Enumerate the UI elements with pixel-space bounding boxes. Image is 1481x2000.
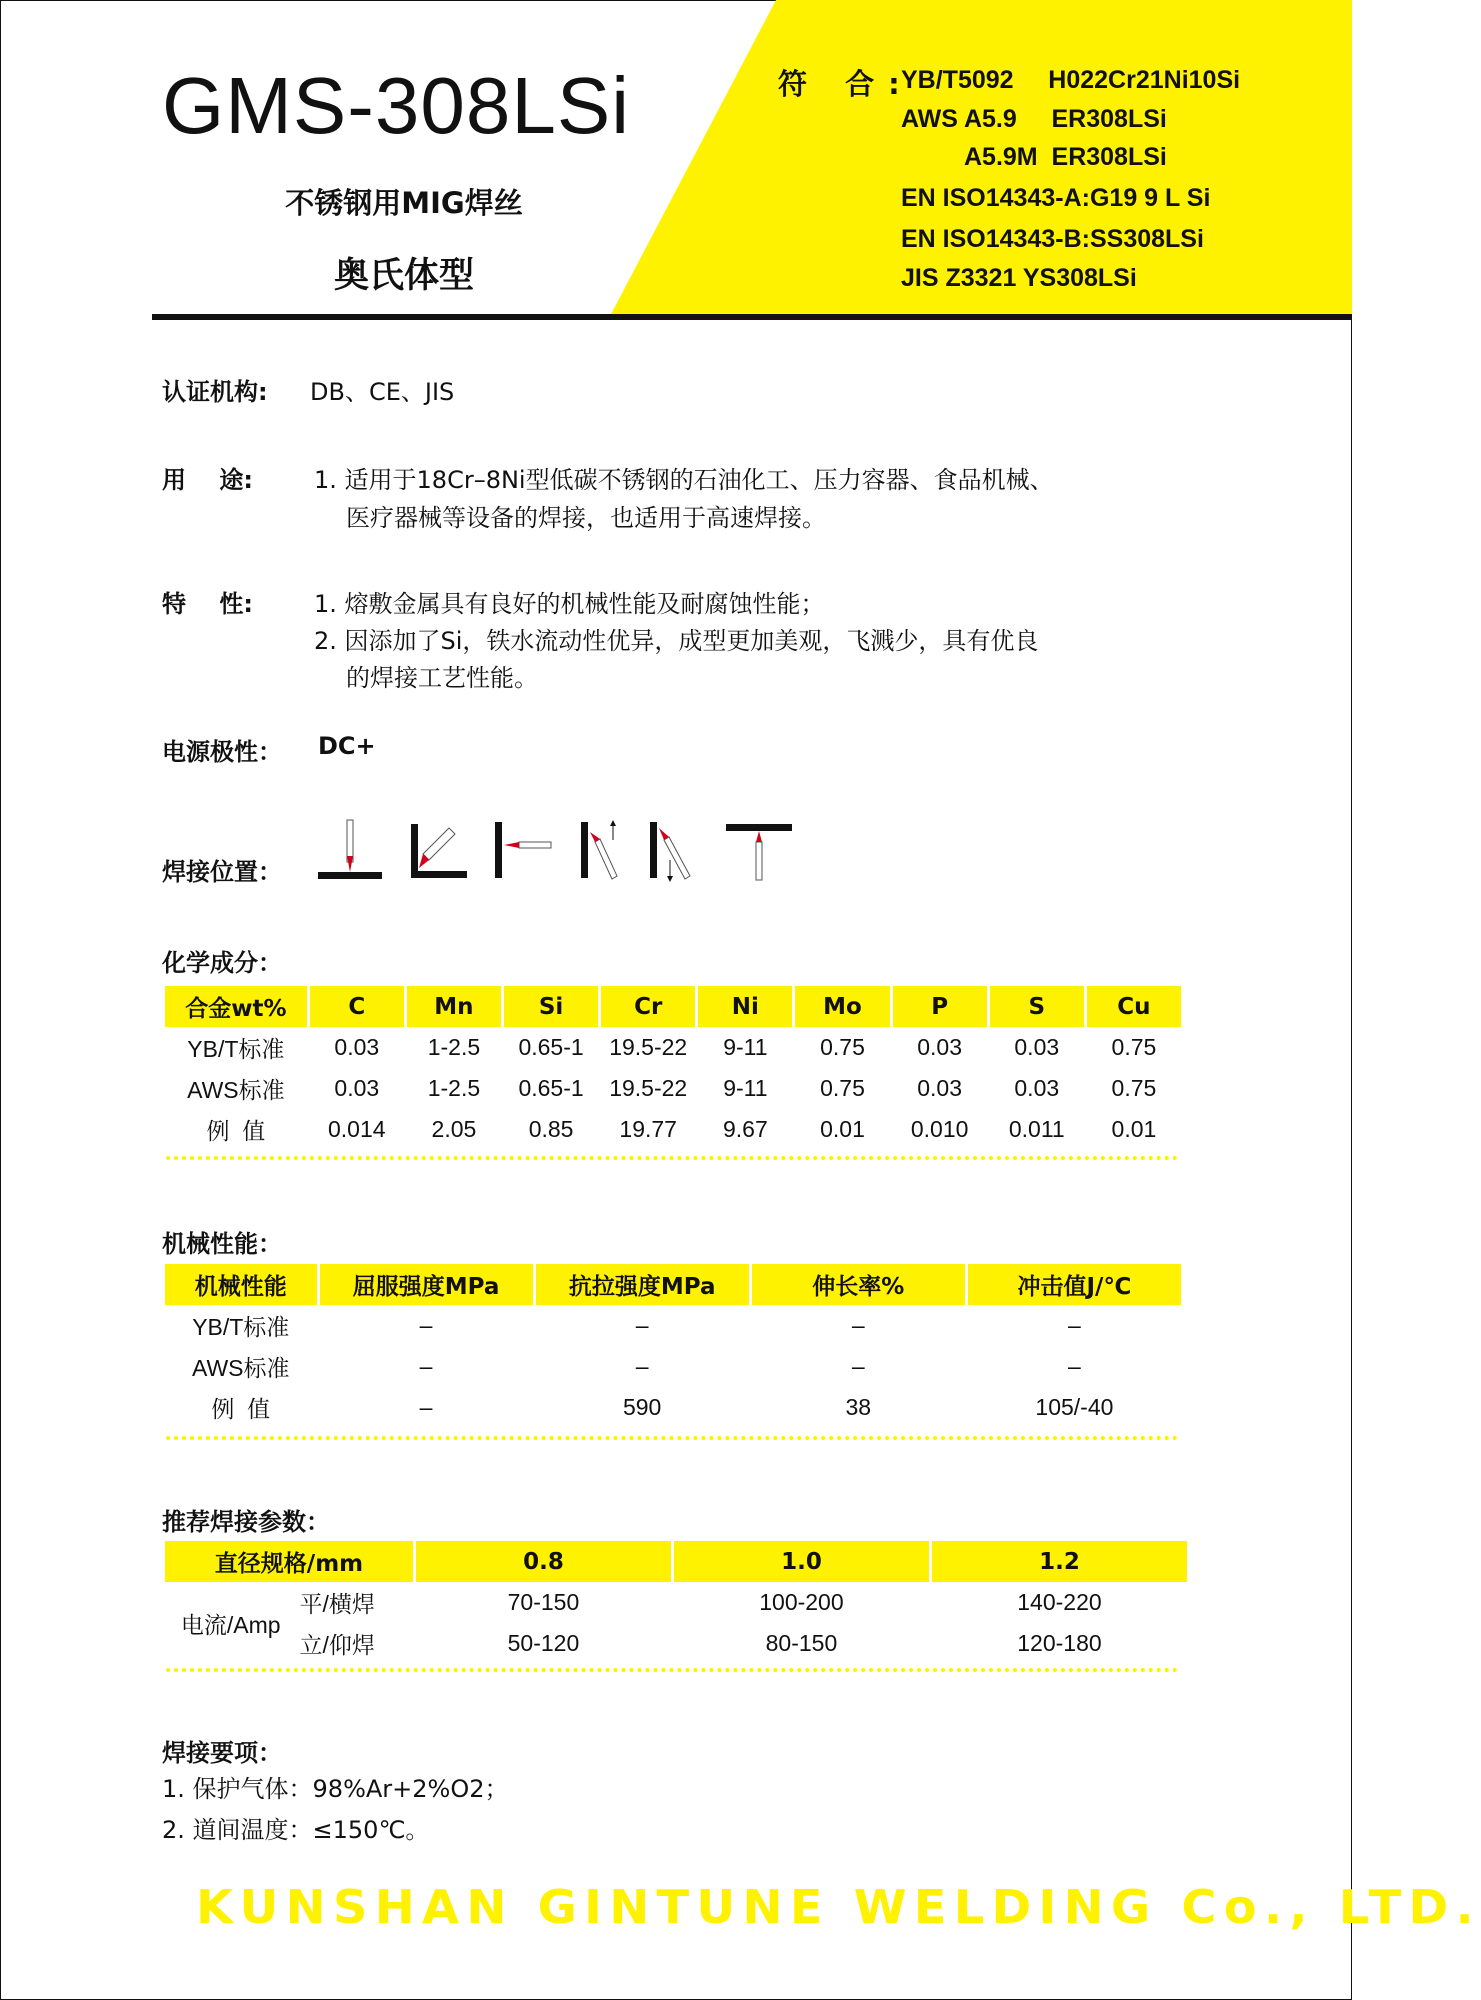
- header-cell: 1.0: [674, 1541, 929, 1582]
- table-cell: –: [419, 1394, 433, 1420]
- feature-line: 1. 熔敷金属具有良好的机械性能及耐腐蚀性能；: [314, 590, 825, 618]
- table-row: [165, 1582, 1187, 1623]
- product-code: GMS-308LSi: [162, 61, 630, 150]
- row-label-cell: AWS标准: [187, 1077, 285, 1103]
- table-header-row: [165, 986, 1181, 1027]
- table-cell: –: [419, 1353, 433, 1379]
- table-cell: 38: [845, 1394, 872, 1420]
- header-cell: 直径规格/mm: [165, 1541, 413, 1582]
- header-cell: 屈服强度MPa: [320, 1264, 533, 1305]
- table-row: [165, 1346, 1181, 1387]
- table-cell: 0.75: [820, 1075, 865, 1101]
- mechanical-table: [162, 1264, 1184, 1428]
- vertical-down-icon: [650, 820, 704, 882]
- standard-line: AWS A5.9 ER308LSi: [901, 105, 1167, 133]
- horizontal-position-icon: [495, 820, 555, 882]
- row-label-cell: YB/T标准: [187, 1036, 285, 1062]
- table-cell: 0.75: [1111, 1075, 1157, 1101]
- chemistry-title: 化学成分：: [162, 949, 282, 977]
- note-line: 2. 道间温度：≤150℃。: [162, 1816, 430, 1844]
- table-cell: 120-180: [1017, 1630, 1102, 1656]
- table-row: [165, 1109, 1181, 1150]
- table-row: [165, 1068, 1181, 1109]
- table-cell: 0.03: [1014, 1034, 1060, 1060]
- table-cell: 0.03: [1014, 1075, 1060, 1101]
- parameters-table: [162, 1541, 1190, 1664]
- table-cell: 0.85: [528, 1116, 574, 1142]
- table-cell: 0.75: [820, 1034, 865, 1060]
- table-cell: 19.5-22: [609, 1034, 688, 1060]
- notes-title: 焊接要项：: [162, 1739, 282, 1767]
- table-cell: 19.77: [619, 1116, 677, 1142]
- table-cell: 1-2.5: [427, 1034, 481, 1060]
- welding-positions: [318, 820, 798, 882]
- table-cell: 1-2.5: [427, 1075, 481, 1101]
- table-cell: 100-200: [759, 1589, 844, 1615]
- note-line: 1. 保护气体：98%Ar+2%O2；: [162, 1775, 509, 1803]
- header-cell: 1.2: [932, 1541, 1187, 1582]
- table-cell: 9-11: [723, 1075, 768, 1101]
- table-cell: 9.67: [722, 1116, 768, 1142]
- row-label-cell: 例 值: [206, 1118, 266, 1144]
- vertical-up-icon: [581, 820, 631, 882]
- header-cell: Cu: [1087, 986, 1181, 1027]
- table-header-row: [165, 1541, 1187, 1582]
- features-label: 特 性:: [162, 590, 254, 618]
- row-label-cell: YB/T标准: [192, 1314, 290, 1340]
- header-cell: Ni: [698, 986, 792, 1027]
- header-cell: S: [990, 986, 1084, 1027]
- table-cell: –: [1068, 1353, 1081, 1379]
- table-cell: 0.75: [1111, 1034, 1157, 1060]
- header-cell: Si: [504, 986, 598, 1027]
- table-cell: 0.014: [328, 1116, 386, 1142]
- company-name: KUNSHAN GINTUNE WELDING Co., LTD.: [196, 1880, 1481, 1934]
- table-cell: 0.03: [334, 1034, 380, 1060]
- header-cell: 0.8: [416, 1541, 671, 1582]
- standard-line: EN ISO14343-B:SS308LSi: [901, 225, 1204, 253]
- chemistry-table: [162, 986, 1184, 1150]
- product-type: 奥氏体型: [333, 256, 474, 296]
- standard-line: A5.9M ER308LSi: [964, 143, 1167, 171]
- table-cell: 9-11: [723, 1034, 768, 1060]
- certification-label: 认证机构:: [162, 378, 268, 406]
- table-cell: 105/-40: [1035, 1394, 1114, 1420]
- row-label-cell: 平/横焊: [299, 1591, 375, 1617]
- certification-value: DB、CE、JIS: [310, 378, 455, 406]
- dotted-divider: [166, 1668, 1178, 1672]
- polarity-value: DC+: [318, 732, 376, 760]
- usage-label: 用 途:: [162, 466, 254, 494]
- header-cell: 合金wt%: [165, 986, 307, 1027]
- table-cell: 70-150: [507, 1589, 580, 1615]
- table-cell: –: [635, 1353, 649, 1379]
- table-cell: 0.03: [917, 1034, 963, 1060]
- conform-label: 符 合:: [778, 67, 914, 101]
- flat-position-icon: [318, 820, 382, 882]
- header-cell: Cr: [601, 986, 695, 1027]
- row-label-cell: 例 值: [211, 1396, 271, 1422]
- table-cell: 0.011: [1008, 1116, 1065, 1142]
- table-cell: 0.010: [910, 1116, 969, 1142]
- row-label-cell: AWS标准: [191, 1355, 290, 1381]
- table-header-row: [165, 1264, 1181, 1305]
- overhead-position-icon: [726, 820, 792, 882]
- table-row: [165, 1387, 1181, 1428]
- header-cell: C: [310, 986, 404, 1027]
- header-cell: 冲击值J/℃: [968, 1264, 1181, 1305]
- table-cell: 0.03: [917, 1075, 963, 1101]
- header-cell: 抗拉强度MPa: [536, 1264, 749, 1305]
- table-row: [165, 1027, 1181, 1068]
- standard-line: EN ISO14343-A:G19 9 L Si: [901, 184, 1211, 212]
- usage-line: 医疗器械等设备的焊接，也适用于高速焊接。: [346, 504, 826, 532]
- table-cell: –: [851, 1353, 865, 1379]
- header-cell: 伸长率%: [752, 1264, 965, 1305]
- standard-line: YB/T5092 H022Cr21Ni10Si: [901, 66, 1241, 94]
- table-cell: –: [635, 1312, 649, 1338]
- header-cell: Mn: [407, 986, 501, 1027]
- table-cell: 50-120: [507, 1630, 580, 1656]
- table-cell: 0.01: [820, 1116, 865, 1142]
- header-cell: 机械性能: [165, 1264, 317, 1305]
- table-cell: –: [1068, 1312, 1081, 1338]
- table-cell: 19.5-22: [609, 1075, 688, 1101]
- header-cell: P: [893, 986, 987, 1027]
- table-cell: 140-220: [1017, 1589, 1102, 1615]
- table-cell: 0.01: [1111, 1116, 1157, 1142]
- standard-line: JIS Z3321 YS308LSi: [901, 264, 1137, 292]
- table-cell: 80-150: [765, 1630, 838, 1656]
- polarity-label: 电源极性：: [162, 738, 282, 766]
- usage-line: 1. 适用于18Cr–8Ni型低碳不锈钢的石油化工、压力容器、食品机械、: [314, 466, 1054, 494]
- table-cell: 0.65-1: [518, 1034, 584, 1060]
- dotted-divider: [166, 1156, 1178, 1160]
- horizontal-fillet-icon: [411, 820, 471, 882]
- current-label-cell: 电流/Amp: [180, 1611, 281, 1638]
- feature-line: 2. 因添加了Si，铁水流动性优异，成型更加美观，飞溅少，具有优良: [314, 627, 1039, 655]
- parameters-title: 推荐焊接参数：: [162, 1508, 330, 1536]
- table-cell: –: [419, 1312, 433, 1338]
- table-cell: 0.65-1: [518, 1075, 584, 1101]
- table-cell: 590: [622, 1394, 662, 1420]
- header-cell: Mo: [795, 986, 889, 1027]
- table-row: [165, 1623, 1187, 1664]
- product-subtitle: 不锈钢用MIG焊丝: [285, 186, 523, 220]
- table-cell: 0.03: [334, 1075, 380, 1101]
- header-divider: [152, 314, 1352, 320]
- row-label-cell: 立/仰焊: [299, 1632, 375, 1658]
- mechanical-title: 机械性能：: [162, 1230, 282, 1258]
- positions-label: 焊接位置：: [162, 858, 282, 886]
- feature-line: 的焊接工艺性能。: [346, 664, 538, 692]
- dotted-divider: [166, 1436, 1178, 1440]
- table-cell: –: [851, 1312, 865, 1338]
- table-cell: 2.05: [431, 1116, 477, 1142]
- table-row: [165, 1305, 1181, 1346]
